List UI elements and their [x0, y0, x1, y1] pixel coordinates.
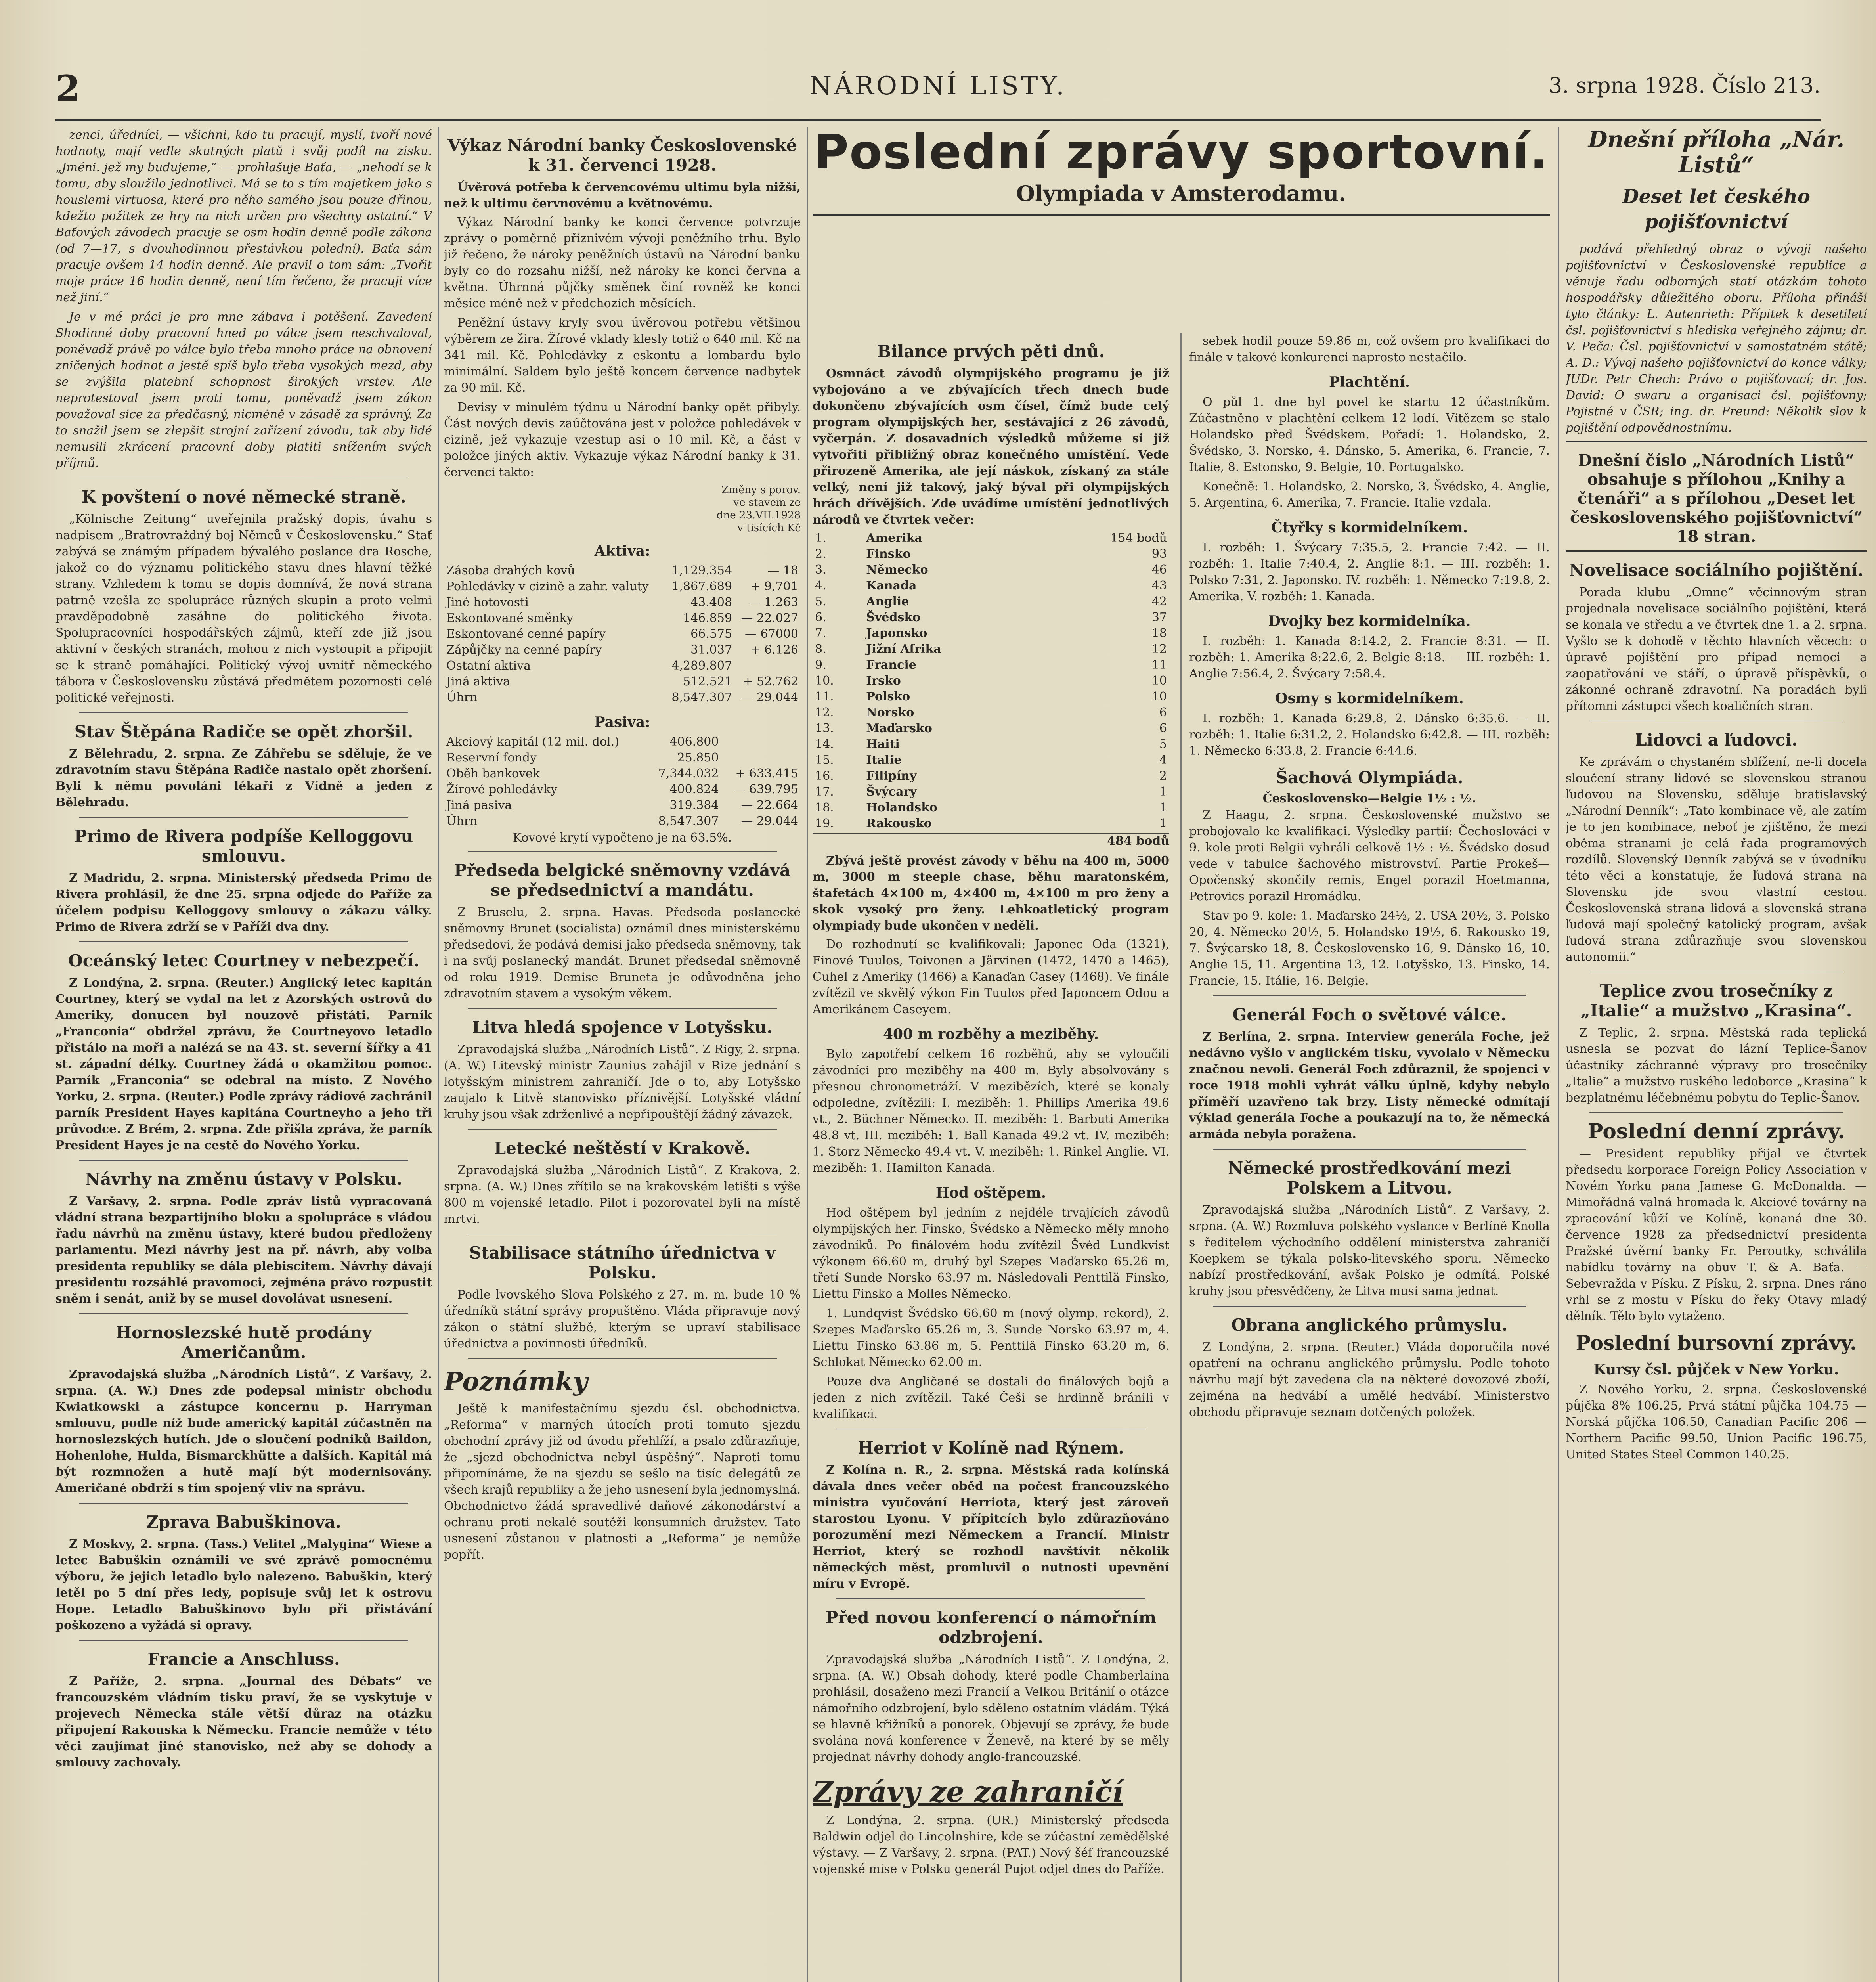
notice-box	[1566, 441, 1867, 552]
article-text: Z Moskvy, 2. srpna. (Tass.) Velitel „Malygina“ Wiese a letec Babuškin oznámili ve své zprávě pomocnému výboru, že jejich letadlo bylo nalezeno. Babuškin, který letěl po 5 dní přes ledy, popisuje svůj let k ostrovu Hope. Letadlo Babuškinovo bylo při přistávání poškozeno a vyžádá si opravy.	[55, 1537, 432, 1632]
table-row	[444, 734, 801, 750]
rank-country: Norsko	[866, 706, 914, 719]
table-row	[444, 813, 801, 829]
table-cell: + 52.762	[743, 675, 798, 689]
rank-points: 2	[1159, 769, 1167, 783]
rank-country: Finsko	[866, 547, 911, 561]
rank-country: Irsko	[866, 674, 901, 688]
statement-header-line: v tisících Kč	[737, 522, 801, 534]
rank-points: 10	[1151, 674, 1167, 688]
rank-points: 4	[1159, 753, 1167, 767]
rank-points: 11	[1151, 658, 1167, 672]
sports-headline: Poslední zprávy sportovní.	[814, 127, 1549, 180]
article-text: I. rozběh: 1. Kanada 8:14.2, 2. Francie 8:31. — II. rozběh: 1. Amerika 8:22.6, 2. Belgie 8:18. — III. rozběh: 1. Anglie 7:56.4, 2. Švýcary 7:58.4.	[1189, 634, 1550, 681]
table-cell: 8,547.307	[671, 691, 732, 704]
article-headline: Stav Štěpána Radiče se opět zhoršil.	[74, 722, 413, 741]
table-cell: — 18	[767, 564, 798, 578]
page-number: 2	[55, 67, 80, 109]
table-cell: — 67000	[745, 627, 798, 641]
rank-country: Švédsko	[866, 610, 921, 624]
article-text: O půl 1. dne byl povel ke startu 12 účastníkům. Zúčastněno v plachtění celkem 12 lodí. Vítězem se stalo Holandsko před Švédskem. Pořadí: 1. Holandsko, 2. Švédsko, 3. Norsko, 4. Dánsko, 5. Amerika, 6. Francie, 7. Italie, 8. Estonsko, 9. Belgie, 10. Portugalsko.	[1189, 395, 1550, 474]
divider	[79, 1640, 408, 1641]
rank-country: Amerika	[866, 531, 922, 545]
rank-number: 15.	[815, 753, 834, 767]
rank-points: 154 bodů	[1110, 531, 1167, 545]
article-text: „Kölnische Zeitung“ uveřejnila pražský dopis, úvahu s nadpisem „Bratrovraždný boj Němců v Československu.“ Stať zabývá se známým případem bývalého poslance dra Rosche, jakož co do významu politického stavu dnes hlavní těžké strany. Vzhledem k tomu se dopis domnívá, že nová strana patrně vzešla ze spolupráce různých skupin a proto velmi pravděpodobně zasáhne do politického života. Spolupracovníci hospodářských zájmů, kteří zde již jsou aktivní v českých stranách, mohou z nich vystoupit a připojit se k straně pomáhající. Politický vývoj uvnitř německého tábora v Československu zůstává předmětem pozornosti celé politické veřejnosti.	[55, 512, 432, 705]
ranking-row	[813, 641, 1169, 657]
table-row	[444, 658, 801, 674]
notice-text: Dnešní číslo „Národních Listů“ obsahuje s přílohou „Knihy a čtenáři“ a s přílohou „Deset let československého pojišťovnictví“ 18 stran.	[1570, 451, 1863, 546]
table-cell: 66.575	[690, 627, 732, 641]
liabilities-table	[444, 734, 801, 829]
rank-points: 93	[1151, 547, 1167, 561]
sports-right-column	[1189, 333, 1550, 1982]
article-headline: Primo de Rivera podpíše Kelloggovu smlouvu.	[74, 826, 413, 866]
article-text: Z Berlína, 2. srpna. Interview generála Foche, jež nedávno vyšlo v anglickém tisku, vyvolalo v Německu značnou nevoli. Generál Foch zdůraznil, že spojenci v roce 1918 mohli vyhrát válku úplně, kdyby nebylo příměří uzavřeno tak brzy. Listy německé odmítají výklad generála Foche a poukazují na to, že německá armáda nebyla poražena.	[1189, 1030, 1550, 1141]
rank-number: 17.	[815, 785, 834, 799]
table-cell: — 22.664	[741, 798, 798, 812]
table-row	[444, 579, 801, 595]
table-cell	[734, 658, 801, 674]
rank-points: 1	[1159, 785, 1167, 799]
table-cell: — 29.044	[741, 691, 798, 704]
article-text: Je v mé práci je pro mne zábava i potěšení. Zavedení Shodinné doby pracovní hned po válce jsem neschvaloval, poněvadž právě po válce bylo třeba mnoho práce na obnovení zničených hodnot a jestě spíš bylo třeba vysokých mezd, aby se zvýšila platební schopnost širokých vrstev. Ale neprotestoval jsem proti tomu, poněvadž jsem zákon považoval sice za předčasný, nicméně v zásadě za správný. Za to snažil jsem se zlepšit strojní zařízení závodu, tak aby lidé nemusili zkrácení pracovní doby platiti snížením svých příjmů.	[55, 310, 432, 470]
statement-header-line: ve stavem ze	[733, 497, 801, 509]
table-cell: Eskontované cenné papíry	[446, 627, 606, 641]
ranking-row	[813, 530, 1169, 546]
article-text: Do rozhodnutí se kvalifikovali: Japonec Oda (1321), Finové Tuulos, Toivonen a Järvinen (1472, 1470 a 1465), Cuhel z Ameriky (1466) a Kanaďan Casey (1468). Ve finále zvítězil ve skvělý výkon Fin Tuulos před Japoncem Odou a Amerikánem Caseyem.	[813, 937, 1169, 1016]
table-cell: — 22.027	[741, 611, 798, 625]
table-cell: Zápůjčky na cenné papíry	[446, 643, 602, 657]
masthead-rule	[55, 119, 1821, 121]
masthead	[55, 67, 1821, 119]
divider	[468, 1358, 777, 1359]
article-headline: Litva hledá spojence v Lotyšsku.	[472, 1018, 773, 1037]
article-headline: Teplice zvou trosečníky z „Italie“ a mužstvo „Krasina“.	[1580, 981, 1852, 1020]
table-cell: Ostatní aktiva	[446, 659, 531, 673]
divider	[1213, 1306, 1526, 1307]
divider	[79, 1503, 408, 1504]
ranking-row	[813, 626, 1169, 641]
rank-number: 1.	[815, 531, 826, 545]
table-cell: Eskontované směnky	[446, 611, 574, 625]
rank-number: 5.	[815, 595, 826, 608]
ranking-row	[813, 800, 1169, 816]
table-cell: 146.859	[683, 611, 732, 625]
ranking-total: 484 bodů	[813, 833, 1169, 848]
rank-country: Holandsko	[866, 801, 937, 815]
table-cell: 319.384	[669, 798, 719, 812]
rank-country: Francie	[866, 658, 916, 672]
article-text: Zpravodajská služba „Národních Listů“. Z Varšavy, 2. srpna. (A. W.) Rozmluva polského vyslance v Berlíně Knolla s ředitelem východního oddělení ministerstva zahraničí Koepkem se týkala polsko-litevského sporu. Německo nabízí prostředkování, avšak Polsko je odmítá. Polské kruhy jsou přesvědčeny, že Litva musí sama jednat.	[1189, 1203, 1550, 1298]
newspaper-title: NÁRODNÍ LISTY.	[809, 71, 1067, 101]
divider	[813, 214, 1550, 216]
ranking-row	[813, 784, 1169, 800]
article-text: Ke zprávám o chystaném sblížení, ne-li docela sloučení strany lidové se slovenskou stranou ľudovou na Slovensku, sděluje bratislavský „Národní Denník“: „Tato kombinace vě, ale zatím je to jen kombinace, neboť je zjištěno, že mezi oběma stranami je celá řada programových rozdílů. Slovenský Denník zabývá se v úvodníku této věci a konstatuje, že ľudová strana na Slovensku jde svou vlastní cestou. Československá strana lidová a slovenská strana ľudová mají společný katolický program, avšak ľudová strana zdůrazňuje svou slovenskou autonomii.“	[1566, 755, 1867, 964]
rank-country: Německo	[866, 563, 928, 577]
rank-points: 37	[1151, 610, 1167, 624]
ranking-row	[813, 816, 1169, 832]
article-text: Z Teplic, 2. srpna. Městská rada teplická usnesla se pozvat do lázní Teplice-Šanov účastníky záchranné výpravy pro trosečníky „Italie“ a mužstvo ruského ledoborce „Krasina“ k bezplatnému léčebnému pobytu do Teplic-Šanov.	[1566, 1026, 1867, 1105]
article-lead: Úvěrová potřeba k červencovému ultimu byla nižší, než k ultimu červnovému a květnovému.	[444, 180, 801, 210]
table-row	[444, 690, 801, 706]
table-row	[444, 563, 801, 579]
article-headline: Předseda belgické sněmovny vzdává se předsednictví a mandátu.	[454, 861, 791, 900]
rank-country: Kanada	[866, 579, 917, 593]
rank-number: 9.	[815, 658, 826, 672]
ranking-row	[813, 578, 1169, 594]
rank-number: 10.	[815, 674, 834, 688]
article-text: zenci, úředníci, — všichni, kdo tu pracují, myslí, tvoří nové hodnoty, mají vedle skutných platů i svůj podíl na zisku. „Jméni. jež my budujeme,“ — prohlašuje Baťa, — „nehodí se k tomu, aby sloužilo jednotlivci. Má se to s tím majetkem jako s houslemi virtuosa, které pro něho samého jsou pouze dřinou, kdežto požitek ze hry na nich určen pro všechny ostatní.“ V Baťových závodech pracuje se osm hodin denně podle zákona (od 7—17, s dvouhodinnou přestávkou polední). Baťa sám pracuje ovšem 14 hodin denně. Ale pravil o tom sám: „Tvořit moje práce 16 hodin denně, není tím řečeno, že pracuji více než jiní.“	[55, 128, 432, 304]
divider	[79, 1160, 408, 1161]
rank-points: 1	[1159, 801, 1167, 815]
table-row	[444, 766, 801, 782]
article-text: Zpravodajská služba „Národních Listů“. Z Krakova, 2. srpna. (A. W.) Dnes zřítilo se na krakovském letišti s výše 800 m vojenské letadlo. Pilot i pozorovatel byli na místě mrtvi.	[444, 1163, 801, 1226]
article-headline: Hornoslezské hutě prodány Američanům.	[116, 1323, 372, 1362]
table-cell: Reservní fondy	[446, 751, 537, 765]
rank-country: Rakousko	[866, 817, 932, 830]
table-cell: + 9,701	[750, 580, 798, 593]
article-text: Zbývá ještě provést závody v běhu na 400 m, 5000 m, 3000 m steeple chase, běhu maratonském, štafetách 4×100 m, 4×400 m, 4×100 m pro ženy a skok vysoký pro ženy. Lehkoatletický program olympiady bude ukončen v neděli.	[813, 854, 1169, 933]
column-4	[1566, 127, 1867, 1982]
article-headline: Před novou konferencí o námořním odzbrojení.	[825, 1608, 1157, 1647]
article-text: Hod oštěpem byl jedním z nejdéle trvajících závodů olympijských her. Finsko, Švédsko a Německo měly mnoho závodníků. Po finálovém hodu zvítězil Švéd Lundkvist výkonem 66.60 m, druhý byl Szepes Maďarsko 65.26 m, třetí Sunde Norsko 63.97 m. Následovali Penttilä Finsko, Liettu Finsko a Molles Německo.	[813, 1206, 1169, 1301]
statement-header-line: Změny s porov.	[721, 484, 801, 496]
rank-country: Jižní Afrika	[866, 642, 941, 656]
table-cell: + 6.126	[750, 643, 798, 657]
ranking-row	[813, 673, 1169, 689]
ranking-row	[813, 546, 1169, 562]
table-cell: 7,344.032	[658, 767, 719, 781]
article-headline: Letecké neštěstí v Krakově.	[494, 1138, 751, 1158]
article-subheadline: Osmy s kormidelníkem.	[1275, 690, 1464, 707]
column-1	[55, 127, 432, 1982]
table-cell: — 1.263	[748, 595, 798, 609]
table-row	[444, 798, 801, 813]
rank-country: Anglie	[866, 595, 909, 608]
table-cell	[721, 734, 801, 750]
table-cell: Žírové pohledávky	[446, 782, 558, 796]
article-text: podává přehledný obraz o vývoji našeho pojišťovnictví v Československé republice a věnuje řadu odborných statí otázkám tohoto hospodářsky důležitého oboru. Příloha přináší tyto články: L. Autenrieth: Přípitek k desetiletí čsl. pojišťovnictví s hlediska veřejného zájmu; dr. V. Peča: Čsl. pojišťovnictví v samostatném státě; A. D.: Vývoj našeho pojišťovnictví do konce války; JUDr. Petr Chech: Právo o pojišťovací; dr. Jos. David: O swaru a organisaci čsl. pojišťovny; Pojistné v ČSR; ing. dr. Freund: Několik slov k pojištění odpovědnostnímu.	[1566, 242, 1867, 435]
article-subheadline: Československo—Belgie 1½ : ½.	[1262, 792, 1476, 805]
article-text: Z Haagu, 2. srpna. Československé mužstvo se probojovalo ke kvalifikaci. Výsledky partií: Čechoslováci v 9. kole proti Belgii vyhráli celkově 1½ : ½. Švédsko dosud vede v tabulce šachového mistrovství. Partie Prokeš—Opočenský skončily remis, Engel porazil Hoetmanna, Petrovics porazil Hromádku.	[1189, 808, 1550, 903]
rank-number: 2.	[815, 547, 826, 561]
statement-header-line: dne 23.VII.1928	[716, 509, 801, 521]
article-headline: Oceánský letec Courtney v nebezpečí.	[68, 951, 419, 970]
column-2	[444, 127, 801, 1982]
rank-number: 7.	[815, 626, 826, 640]
table-row	[444, 642, 801, 658]
table-row	[444, 610, 801, 626]
rank-points: 42	[1151, 595, 1167, 608]
table-row	[444, 674, 801, 690]
ranking-row	[813, 594, 1169, 610]
table-cell: Jiná aktiva	[446, 675, 510, 689]
table-cell: 1,129.354	[671, 564, 732, 578]
article-text: Podle lvovského Slova Polského z 27. m. m. bude 10 % úředníků státní správy propuštěno. Vláda připravuje nový zákon o státní službě, kterým se upraví stabilisace úřednictva a povinnosti úředníků.	[444, 1288, 801, 1351]
article-headline: Generál Foch o světové válce.	[1232, 1005, 1507, 1024]
ranking-table	[813, 530, 1169, 832]
rank-points: 6	[1159, 721, 1167, 735]
article-text: Zpravodajská služba „Národních Listů“. Z Varšavy, 2. srpna. (A. W.) Dnes zde podepsal ministr obchodu Kwiatkowski a zástupce koncernu p. Harryman smlouvu, podle níž bude americký kapitál zúčastněn na hornoslezských hutích. Jde o sloučení podniků Baildon, Hohenlohe, Hulda, Bismarckhütte a dalších. Kapitál má být rozmnožen a hutě mají být modernisovány. Američané obdrží s tím spojený vliv na správu.	[55, 1368, 432, 1495]
article-text: Peněžní ústavy kryly svou úvěrovou potřebu většinou výběrem ze žira. Žírové vklady klesly totiž o 640 mil. Kč na 341 mil. Kč. Pohledávky z eskontu a lombardu bylo minimální. Saldem bylo ještě koncem července nadbytek za 90 mil. Kč.	[444, 316, 801, 395]
table-row	[444, 626, 801, 642]
article-text: I. rozběh: 1. Kanada 6:29.8, 2. Dánsko 6:35.6. — II. rozběh: 1. Italie 6:31.2, 2. Holandsko 6:42.8. — III. rozběh: 1. Německo 6:33.8, 2. Francie 6:44.6.	[1189, 712, 1550, 758]
divider	[836, 1598, 1145, 1599]
article-text: I. rozběh: 1. Švýcary 7:35.5, 2. Francie 7:42. — II. rozběh: 1. Italie 7:40.4, 2. Anglie 8:1. — III. rozběh: 1. Polsko 7:31, 2. Japonsko. IV. rozběh: 1. Německo 7:19.8, 2. Amerika. V. rozběh: 1. Kanada.	[1189, 541, 1550, 603]
article-headline: Německé prostředkování mezi Polskem a Litvou.	[1228, 1158, 1511, 1198]
rank-country: Filipíny	[866, 769, 917, 783]
table-cell: 31.037	[690, 643, 732, 657]
table-cell: Jiné hotovosti	[446, 595, 529, 609]
divider	[468, 1129, 777, 1130]
ranking-row	[813, 768, 1169, 784]
divider	[1213, 995, 1526, 996]
rank-number: 18.	[815, 801, 834, 815]
section-title-notes: Poznámky	[444, 1367, 588, 1397]
article-headline: Obrana anglického průmyslu.	[1231, 1315, 1508, 1335]
rank-number: 12.	[815, 706, 834, 719]
table-cell: Pohledávky v cizině a zahr. valuty	[446, 580, 649, 593]
table-cell: 8,547.307	[658, 814, 719, 828]
rank-points: 6	[1159, 706, 1167, 719]
table-cell: 4,289.807	[671, 659, 732, 673]
table-cell: 400.824	[669, 782, 719, 796]
article-text: 1. Lundqvist Švédsko 66.60 m (nový olymp. rekord), 2. Szepes Maďarsko 65.26 m, 3. Sunde Norsko 63.97 m, 4. Liettu Finsko 63.86 m, 5. Penttilä Finsko 63.20 m, 6. Schlokat Německo 62.00 m.	[813, 1307, 1169, 1369]
table-cell: 406.800	[669, 735, 719, 749]
table-cell: Zásoba drahých kovů	[446, 564, 575, 578]
rank-number: 13.	[815, 721, 834, 735]
liabilities-label: Pasiva:	[594, 714, 650, 731]
article-subheadline: 400 m rozběhy a meziběhy.	[883, 1026, 1099, 1043]
article-headline: Lidovci a ľudovci.	[1635, 730, 1798, 750]
article-subheadline: Plachtění.	[1329, 374, 1410, 390]
column-rule	[438, 127, 439, 1982]
assets-table	[444, 563, 801, 706]
rank-number: 6.	[815, 610, 826, 624]
table-row	[444, 595, 801, 610]
rank-country: Italie	[866, 753, 902, 767]
divider	[1213, 1149, 1526, 1150]
ranking-row	[813, 562, 1169, 578]
article-headline: Novelisace sociálního pojištění.	[1569, 561, 1864, 580]
rank-number: 4.	[815, 579, 826, 593]
article-text: Z Kolína n. R., 2. srpna. Městská rada kolínská dávala dnes večer oběd na počest francouzského ministra vyučování Herriota, který jest zároveň starostou Lyonu. V přípitcích bylo zdůrazňováno porozumění mezi Německem a Francií. Ministr Herriot, který se rozhodl navštívit několik německých měst, promluvil o nutnosti upevnění míru v Evropě.	[813, 1463, 1169, 1591]
rank-points: 1	[1159, 817, 1167, 830]
rank-points: 46	[1151, 563, 1167, 577]
divider	[468, 851, 777, 852]
divider	[79, 817, 408, 818]
article-subheadline: Hod oštěpem.	[935, 1184, 1046, 1201]
article-headline: Stabilisace státního úřednictva v Polsku.	[469, 1243, 776, 1282]
rank-points: 43	[1151, 579, 1167, 593]
rank-points: 18	[1151, 626, 1167, 640]
article-text: Z Londýna, 2. srpna. (Reuter.) Anglický letec kapitán Courtney, který se vydal na let z Azorských ostrovů do Ameriky, donucen byl nouzově přistáti. Parník „Franconia“ obdržel zprávu, že Courtneyovo letadlo přistálo na moři a nalézá se na 43. st. severní šířky a 41 st. západní délky. Courtney žádá o okamžitou pomoc. Parník „Franconia“ se odebral na místo. Z Nového Yorku, 2. srpna. (Reuter.) Podle zprávy rádiové zachránil parník President Hayes kapitána Courtneyho a jeho tři průvodce. Z Brém, 2. srpna. Zde přišla zpráva, že parník President Hayes je na cestě do Nového Yorku.	[55, 976, 432, 1152]
article-text: Pouze dva Angličané se dostali do finálových bojů a jeden z nich zvítězil. Také Češi se hrdinně bránili v kvalifikaci.	[813, 1375, 1169, 1421]
table-cell: 43.408	[690, 595, 732, 609]
sports-subheadline: Olympiada v Amsterodamu.	[1016, 181, 1346, 206]
divider	[468, 1008, 777, 1009]
divider	[79, 712, 408, 713]
rank-country: Japonsko	[866, 626, 927, 640]
table-cell: — 639.795	[733, 782, 798, 796]
cover-ratio: Kovové krytí vypočteno je na 63.5%.	[513, 831, 732, 845]
rank-points: 5	[1159, 737, 1167, 751]
sports-left-column	[813, 333, 1169, 1982]
article-text: Zpravodajská služba „Národních Listů“. Z Londýna, 2. srpna. (A. W.) Obsah dohody, které podle Chamberlaina prohlásil, dosaženo mezi Francií a Velkou Británií o otázce námořního odzbrojení, bylo sděleno ostatním vládám. Týká se hlavně křižníků a ponorek. Objevují se zprávy, že bude svolána nová konference v Ženevě, na které by se měly projednat návrhy dohody anglo-francouzské.	[813, 1653, 1169, 1764]
ranking-row	[813, 752, 1169, 768]
article-text: Z Londýna, 2. srpna. (UR.) Ministerský předseda Baldwin odjel do Lincolnshire, kde se zúčastní zemědělské výstavy. — Z Varšavy, 2. srpna. (PAT.) Nový šéf francouzské vojenské mise v Polsku generál Pujot odjel dnes do Paříže.	[813, 1814, 1169, 1876]
article-text: Z Londýna, 2. srpna. (Reuter.) Vláda doporučila nové opatření na ochranu anglického průmyslu. Podle tohoto návrhu mají být zavedena cla na některé dovozové zboží, zejména na hedvábí a umělé hedvábí. Ministerstvo obchodu připravuje seznam dotčených položek.	[1189, 1340, 1550, 1419]
rank-country: Švýcary	[866, 785, 917, 799]
divider	[1589, 1112, 1843, 1113]
article-text: Z Varšavy, 2. srpna. Podle zpráv listů vypracovaná vládní strana bezpartijního bloku a spolupráce s vládou řadu návrhů na změnu ústavy, které budou předloženy parlamentu. Mezi návrhy jest na př. návrh, aby volba presidenta republiky se dála plebiscitem. Návrhy dávají presidentu rozsáhlé pravomoci, zejména právo rozpustit sněm i senát, aniž by se musel dovolávat usnesení.	[55, 1194, 432, 1306]
rank-number: 11.	[815, 690, 834, 704]
article-text: Stav po 9. kole: 1. Maďarsko 24½, 2. USA 20½, 3. Polsko 20, 4. Německo 20½, 5. Holandsko 19½, 6. Rakousko 19, 7. Švýcarsko 18, 8. Československo 16, 9. Dánsko 16, 10. Anglie 15, 11. Argentina 13, 12. Lotyšsko, 13. Finsko, 14. Francie, 15. Itálie, 16. Belgie.	[1189, 909, 1550, 988]
rank-points: 12	[1151, 642, 1167, 656]
rank-number: 14.	[815, 737, 834, 751]
rank-number: 19.	[815, 817, 834, 830]
table-cell: Úhrn	[446, 691, 478, 704]
article-text: Zpravodajská služba „Národních Listů“. Z Rigy, 2. srpna. (A. W.) Litevský ministr Zaunius zahájil v Rize jednání s lotyšským ministrem zahraničí. Jde o to, aby Lotyšsko zaujalo k Litvě stanovisko příznivější. Lotyšské vládní kruhy jsou však zdrženlivé a nepřipouštějí žádný závazek.	[444, 1043, 801, 1121]
article-headline: Poslední denní zprávy.	[1587, 1119, 1845, 1144]
assets-label: Aktiva:	[594, 543, 650, 559]
ranking-row	[813, 657, 1169, 673]
table-row	[444, 782, 801, 798]
article-headline: Šachová Olympiáda.	[1276, 768, 1463, 787]
table-cell: 1,867.689	[671, 580, 732, 593]
article-text: Z Madridu, 2. srpna. Ministerský předseda Primo de Rivera prohlásil, že dne 25. srpna odjede do Paříže za účelem podpisu Kelloggovy smlouvy o zákazu války. Primo de Rivera zdrží se v Paříži dva dny.	[55, 871, 432, 934]
article-text: Devisy v minulém týdnu u Národní banky opět přibyly. Část nových devis zaúčtována jest v položce pohledávek v cizině, jež vykazuje vzestup asi o 10 mil. Kč, a část v položce jiných aktiv. Vykazuje výkaz Národní banky k 31. červenci takto:	[444, 400, 801, 479]
article-text: Ještě k manifestačnímu sjezdu čsl. obchodnictva. „Reforma“ v marných útocích proti tomuto sjezdu obchodní zprávy již od úvodu přehlíží, a psalo zdůrazňuje, že „sjezd obchodnictva nebyl úspěšný“. Naproti tomu připomínáme, že na sjezdu se sešlo na tisíc delegátů ze všech krajů republiky a že jeho usnesení byla jednomyslná. Obchodnictvo žádá spravedlivé daňové zákonodárství a ochranu proti nekalé soutěži konsumních družstev. Tato usnesení zůstanou v platnosti a „Reforma“ je nemůže popřít.	[444, 1402, 801, 1562]
rank-number: 3.	[815, 563, 826, 577]
table-cell: + 633.415	[735, 767, 798, 781]
ranking-row	[813, 689, 1169, 705]
article-text: Výkaz Národní banky ke konci července potvrzuje zprávy o poměrně příznivém vývoji peněžního trhu. Bylo již řečeno, že nároky peněžních ústavů na Národní banku byly co do rozsahu nižší, než nároky ke konci června a května. Úhrnná půjčky směnek činí rovněž ke konci měsíce méně než v předchozích měsících.	[444, 215, 801, 310]
table-cell: Akciový kapitál (12 mil. dol.)	[446, 735, 619, 749]
article-headline: K povštení o nové německé straně.	[81, 487, 406, 507]
rank-points: 10	[1151, 690, 1167, 704]
statement-header	[444, 484, 801, 534]
article-text: Z Paříže, 2. srpna. „Journal des Débats“ ve francouzském vládním tisku praví, že se vyskytuje v projevech Německa stále větší důraz na otázku připojení Rakouska k Německu. Francie nemůže v této věci zaujímat jiné stanovisko, než aby se dohody a smlouvy zachovaly.	[55, 1674, 432, 1770]
article-headline: Herriot v Kolíně nad Rýnem.	[858, 1438, 1124, 1458]
article-subheadline: Kursy čsl. půjček v New Yorku.	[1593, 1361, 1839, 1378]
section-title-foreign-news: Zprávy ze zahraničí	[813, 1775, 1123, 1808]
rank-country: Maďarsko	[866, 721, 932, 735]
column-3	[813, 127, 1550, 1982]
table-cell	[721, 750, 801, 766]
article-text: Osmnáct závodů olympijského programu je již vybojováno a ve zbývajících třech dnech bude dokončeno zbývajících osm čísel, čímž bude celý program olympijských her, sestávající z 26 závodů, vyčerpán. Z dosavadních výsledků můžeme si již vytvořiti přibližný obraz konečného umístění. Vede přirozeně Amerika, ale její náskok, získaný za stále velký, není již takový, jaký býval při olympijských hrách dřívějších. Zde uvádíme umístění jednotlivých národů ve čtvrtek večer:	[813, 367, 1169, 527]
rank-country: Polsko	[866, 690, 910, 704]
article-subheadline: Dvojky bez kormidelníka.	[1268, 613, 1471, 629]
divider	[79, 1313, 408, 1314]
article-text: Konečně: 1. Holandsko, 2. Norsko, 3. Švédsko, 4. Anglie, 5. Argentina, 6. Amerika, 7. Francie. Italie vzdala.	[1189, 480, 1550, 510]
issue-date: 3. srpna 1928. Číslo 213.	[1548, 73, 1821, 98]
table-cell: 512.521	[683, 675, 732, 689]
ranking-row	[813, 721, 1169, 737]
article-text: Bylo zapotřebí celkem 16 rozběhů, aby se vyloučili závodníci pro meziběhy na 400 m. Byly absolvovány s přesnou chronometráží. V mezibězích, které se konaly odpoledne, zvítězili: I. meziběh: 1. Phillips Amerika 49.6 vt., 2. Büchner Německo. II. meziběh: 1. Barbuti Amerika 48.8 vt. III. meziběh: 1. Ball Kanada 49.2 vt. IV. meziběh: 1. Storz Německo 49.4 vt. V. meziběh: 1. Rinkel Anglie. VI. meziběh: 1. Hamilton Kanada.	[813, 1047, 1169, 1175]
table-cell: — 29.044	[741, 814, 798, 828]
article-subheadline: Čtyřky s kormidelníkem.	[1271, 519, 1468, 536]
rank-number: 16.	[815, 769, 834, 783]
article-headline: Francie a Anschluss.	[147, 1649, 340, 1669]
article-headline: Výkaz Národní banky Československé k 31. červenci 1928.	[447, 136, 797, 175]
divider	[79, 941, 408, 942]
table-row	[444, 750, 801, 766]
table-cell: 25.850	[677, 751, 719, 765]
ranking-row	[813, 705, 1169, 721]
article-text: Z Bruselu, 2. srpna. Havas. Předseda poslanecké sněmovny Brunet (socialista) oznámil dnes ministerskému předsedovi, že podává demisi jako předseda sněmovny, tak i na svůj poslanecký mandát. Brunet předsedal sněmovně od roku 1919. Demise Bruneta je odůvodněna jeho zdravotním stavem a vysokým věkem.	[444, 905, 801, 1001]
article-text: Z Bělehradu, 2. srpna. Ze Záhřebu se sděluje, že ve zdravotním stavu Štěpána Radiče nastalo opět zhoršení. Byli k němu povoláni lékaři z Vídně a jeden z Bělehradu.	[55, 747, 432, 809]
column-rule	[1558, 127, 1559, 1982]
table-cell: Oběh bankovek	[446, 767, 540, 781]
article-text: Z Nového Yorku, 2. srpna. Československé půjčka 8% 106.25, Prvá státní půjčka 104.75 — Norská půjčka 106.50, Canadian Pacific 206 — Northern Pacific 99.50, Union Pacific 196.75, United States Steel Common 140.25.	[1566, 1383, 1867, 1462]
rank-country: Haiti	[866, 737, 900, 751]
article-headline: Návrhy na změnu ústavy v Polsku.	[85, 1169, 403, 1189]
table-cell: Úhrn	[446, 814, 478, 828]
article-headline: Zprava Babuškinova.	[146, 1512, 341, 1532]
table-cell: Jiná pasiva	[446, 798, 512, 812]
article-text: Porada klubu „Omne“ věcinnovým stran projednala novelisace sociálního pojištění, která se konala ve středu a ve čtvrtek dne 1. a 2. srpna. Vyšlo se k dohodě v těchto hlavních věcech: o úpravě pojištění pro případ nemoci a zaopatřování ve stáří, o úpravě příspěvků, o zákonné ochraně zdravotní. Na poradách byli přítomni zástupci všech koaličních stran.	[1566, 585, 1867, 713]
article-headline: Poslední bursovní zprávy.	[1576, 1331, 1857, 1354]
article-headline: Bilance prvých pěti dnů.	[877, 342, 1105, 361]
ranking-row	[813, 737, 1169, 752]
supplement-title: Dnešní příloha „Nár. Listů“	[1588, 127, 1845, 178]
article-text: sebek hodil pouze 59.86 m, což ovšem pro kvalifikaci do finále v takové konkurenci naprosto nestačilo.	[1189, 334, 1550, 364]
ranking-row	[813, 610, 1169, 626]
article-text: — President republiky přijal ve čtvrtek předsedu korporace Foreign Policy Association v Novém Yorku pana Jamese G. McDonalda. — Mimořádná valná hromada k. Akciové továrny na zpracování kůží ve Kolíně, konaná dne 30. července 1928 za předsednictví presidenta Pražské úvěrní banky Fr. Peroutky, schválila nabídku továrny na obuv T. & A. Baťa. — Sebevražda v Písku. Z Písku, 2. srpna. Dnes ráno vrhl se z mostu v Písku do řeky Otavy mladý dělník. Tělo bylo vytaženo.	[1566, 1147, 1867, 1323]
supplement-subtitle: Deset let českého pojišťovnictví	[1622, 186, 1810, 233]
column-rule	[807, 127, 808, 1982]
rank-number: 8.	[815, 642, 826, 656]
